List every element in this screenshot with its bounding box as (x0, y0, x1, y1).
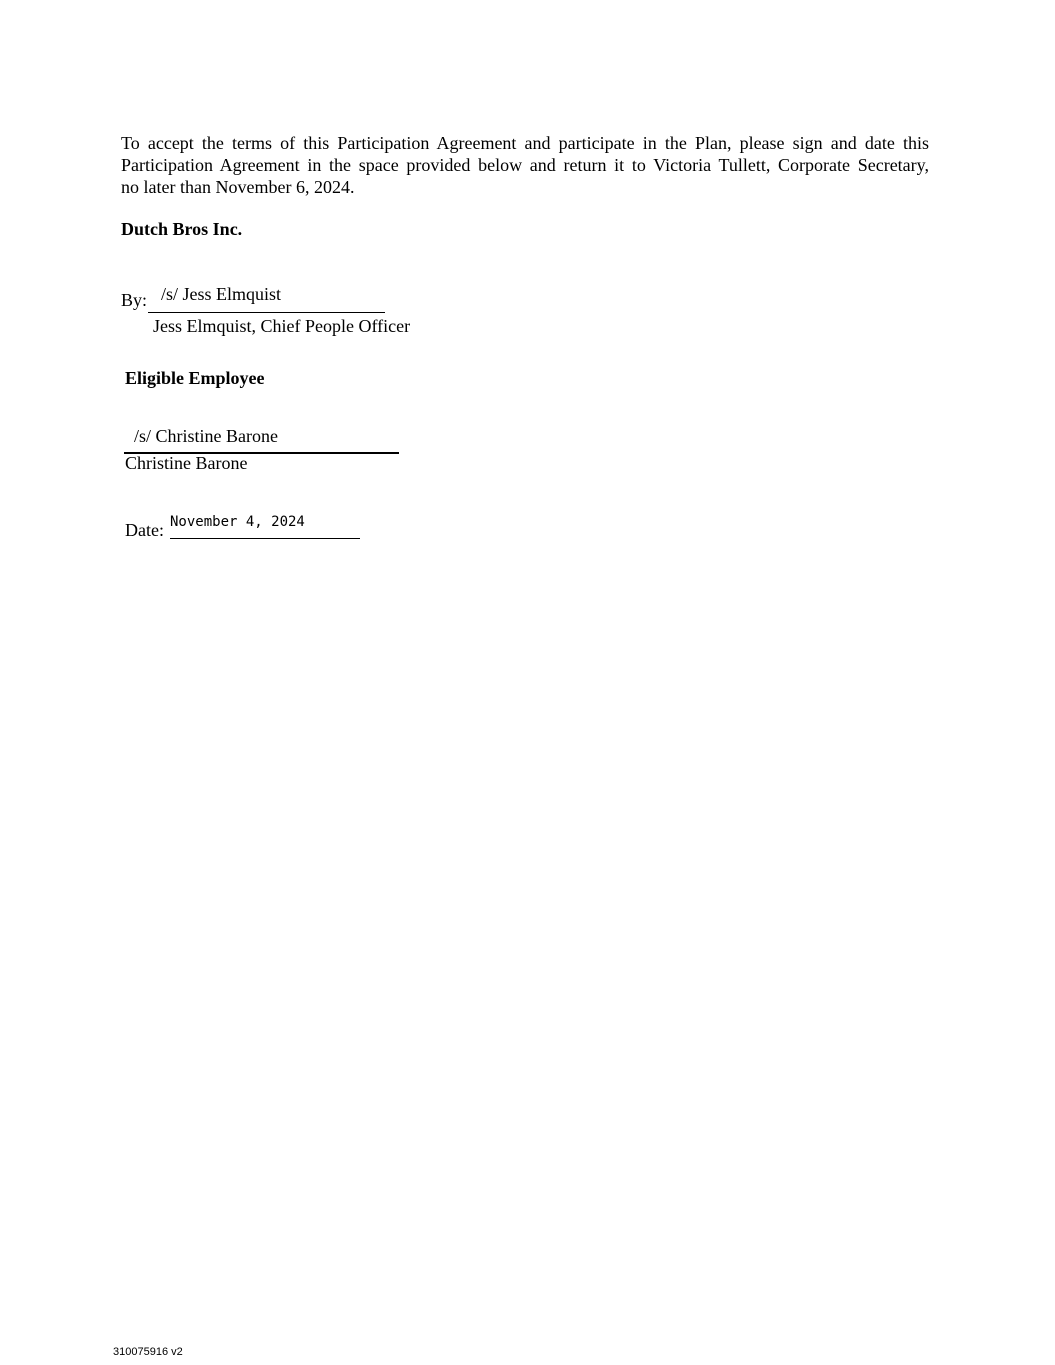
date-line (170, 538, 360, 539)
paragraph-line: To accept the terms of this Participation Agreement and participate in the Plan, please sign and date this (121, 133, 929, 153)
company-name: Dutch Bros Inc. (121, 219, 243, 239)
company-signatory-name-title: Jess Elmquist, Chief People Officer (153, 316, 411, 336)
document-id: 310075916 v2 (113, 1346, 183, 1358)
company-signature: /s/ Jess Elmquist (161, 284, 282, 304)
acceptance-instructions (121, 132, 929, 198)
by-label: By: (121, 290, 148, 310)
date-label: Date: (125, 520, 164, 540)
employee-signature: /s/ Christine Barone (134, 426, 278, 446)
company-signature-line (148, 312, 385, 313)
eligible-employee-heading: Eligible Employee (125, 368, 265, 388)
paragraph-line: no later than November 6, 2024. (121, 177, 355, 197)
employee-name: Christine Barone (125, 453, 248, 473)
date-value: November 4, 2024 (170, 514, 305, 530)
paragraph-line: Participation Agreement in the space provided below and return it to Victoria Tullett, Corporate Secretary, (121, 155, 929, 175)
